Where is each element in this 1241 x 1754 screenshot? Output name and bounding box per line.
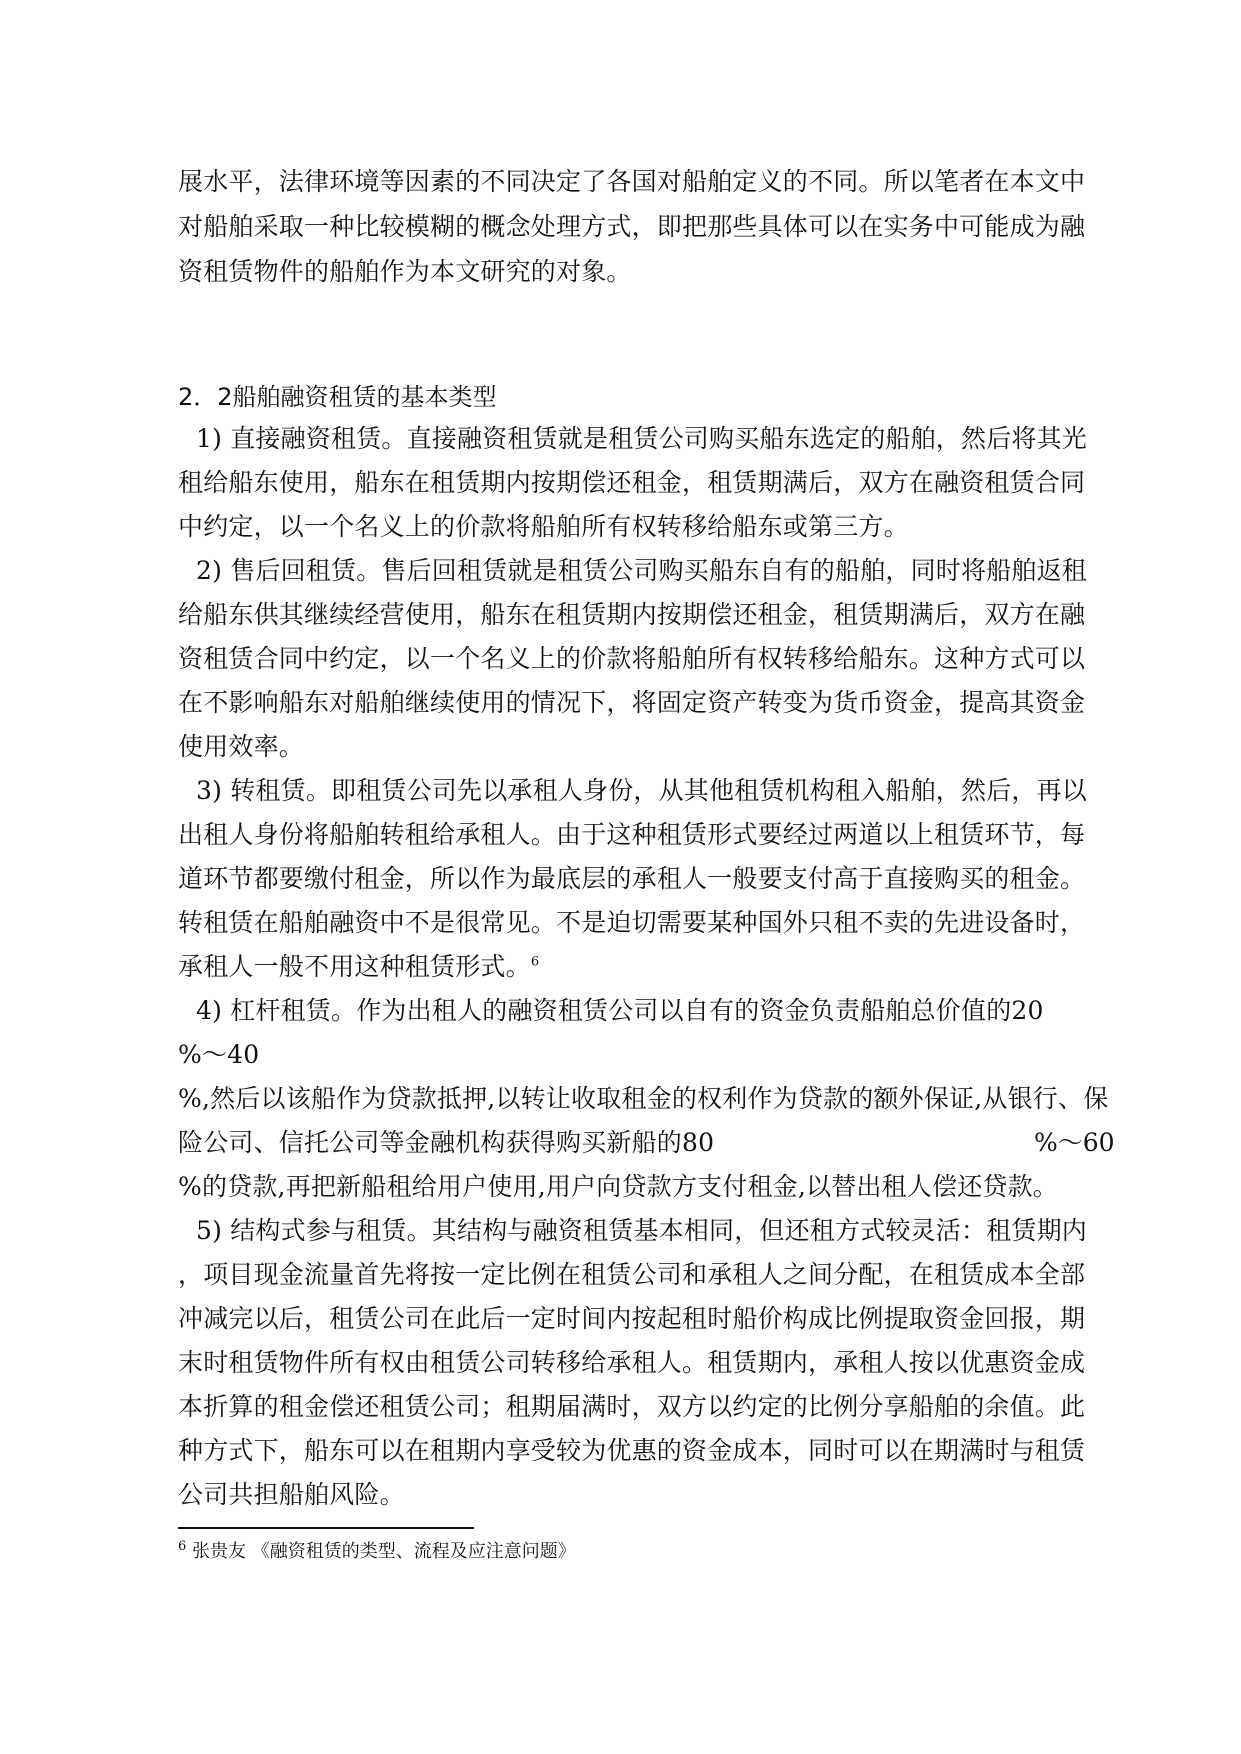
- footnote-number: 6: [178, 1539, 187, 1554]
- p1-line-1: 1) 直接融资租赁。直接融资租赁就是租赁公司购买船东选定的船舶，然后将其光: [196, 424, 1088, 453]
- p5-line-3: 冲减完以后，租赁公司在此后一定时间内按起租时船价构成比例提取资金回报，期: [178, 1304, 1086, 1333]
- p5-line-6: 种方式下，船东可以在租期内享受较为优惠的资金成本，同时可以在期满时与租赁: [178, 1436, 1086, 1465]
- p2-line-5: 使用效率。: [178, 732, 305, 761]
- p5-line-4: 末时租赁物件所有权由租赁公司转移给承租人。租赁期内，承租人按以优惠资金成: [178, 1348, 1086, 1377]
- p3-line-3: 道环节都要缴付租金，所以作为最底层的承租人一般要支付高于直接购买的租金。: [178, 864, 1086, 893]
- section-heading: 2．2船舶融资租赁的基本类型: [178, 383, 497, 411]
- p5-line-7: 公司共担船舶风险。: [178, 1480, 405, 1509]
- p4-line-5: %的贷款,再把新船租给用户使用,用户向贷款方支付租金,以替出租人偿还贷款。: [178, 1172, 1058, 1201]
- p4-line-1: 4) 杠杆租赁。作为出租人的融资租赁公司以自有的资金负责船舶总价值的20: [196, 996, 1044, 1025]
- intro-line-2: 对船舶采取一种比较模糊的概念处理方式，即把那些具体可以在实务中可能成为融: [178, 212, 1086, 241]
- p3-line-2: 出租人身份将船舶转租给承租人。由于这种租赁形式要经过两道以上租赁环节，每: [178, 820, 1086, 849]
- p3-line-5-text: 承租人一般不用这种租赁形式。: [178, 952, 531, 981]
- p5-line-1: 5) 结构式参与租赁。其结构与融资租赁基本相同，但还租方式较灵活：租赁期内: [196, 1216, 1088, 1245]
- p2-line-3: 资租赁合同中约定，以一个名义上的价款将船舶所有权转移给船东。这种方式可以: [178, 644, 1086, 673]
- p4-line-2: %～40: [178, 1040, 260, 1069]
- footnote-divider: [178, 1527, 474, 1529]
- p4-line-4-right: %～60: [1034, 1128, 1115, 1157]
- p2-line-2: 给船东供其继续经营使用，船东在租赁期内按期偿还租金，租赁期满后，双方在融: [178, 600, 1086, 629]
- footnote-text: 张贵友 《融资租赁的类型、流程及应注意问题》: [192, 1541, 576, 1562]
- footnote: [178, 1540, 576, 1564]
- footnote-reference[interactable]: 6: [530, 954, 540, 970]
- p3-line-4: 转租赁在船舶融资中不是很常见。不是迫切需要某种国外只租不卖的先进设备时，: [178, 908, 1086, 937]
- p1-line-3: 中约定，以一个名义上的价款将船舶所有权转移给船东或第三方。: [178, 512, 909, 541]
- p2-line-4: 在不影响船东对船舶继续使用的情况下，将固定资产转变为货币资金，提高其资金: [178, 688, 1086, 717]
- p4-line-4-left: 险公司、信托公司等金融机构获得购买新船的80: [178, 1128, 715, 1157]
- p2-line-1: 2) 售后回租赁。售后回租赁就是租赁公司购买船东自有的船舶，同时将船舶返租: [196, 556, 1088, 585]
- p3-line-5: [178, 952, 1088, 982]
- p1-line-2: 租给船东使用，船东在租赁期内按期偿还租金，租赁期满后，双方在融资租赁合同: [178, 468, 1086, 497]
- p5-line-5: 本折算的租金偿还租赁公司；租期届满时，双方以约定的比例分享船舶的余值。此: [178, 1392, 1086, 1421]
- intro-line-1: 展水平，法律环境等因素的不同决定了各国对船舶定义的不同。所以笔者在本文中: [178, 167, 1086, 196]
- p3-line-1: 3) 转租赁。即租赁公司先以承租人身份，从其他租赁机构租入船舶，然后，再以: [196, 776, 1088, 805]
- p4-line-3: %,然后以该船作为贷款抵押,以转让收取租金的权利作为贷款的额外保证,从银行、保: [178, 1084, 1109, 1113]
- intro-line-3: 资租赁物件的船舶作为本文研究的对象。: [178, 257, 632, 286]
- p5-line-2: ，项目现金流量首先将按一定比例在租赁公司和承租人之间分配，在租赁成本全部: [178, 1260, 1086, 1289]
